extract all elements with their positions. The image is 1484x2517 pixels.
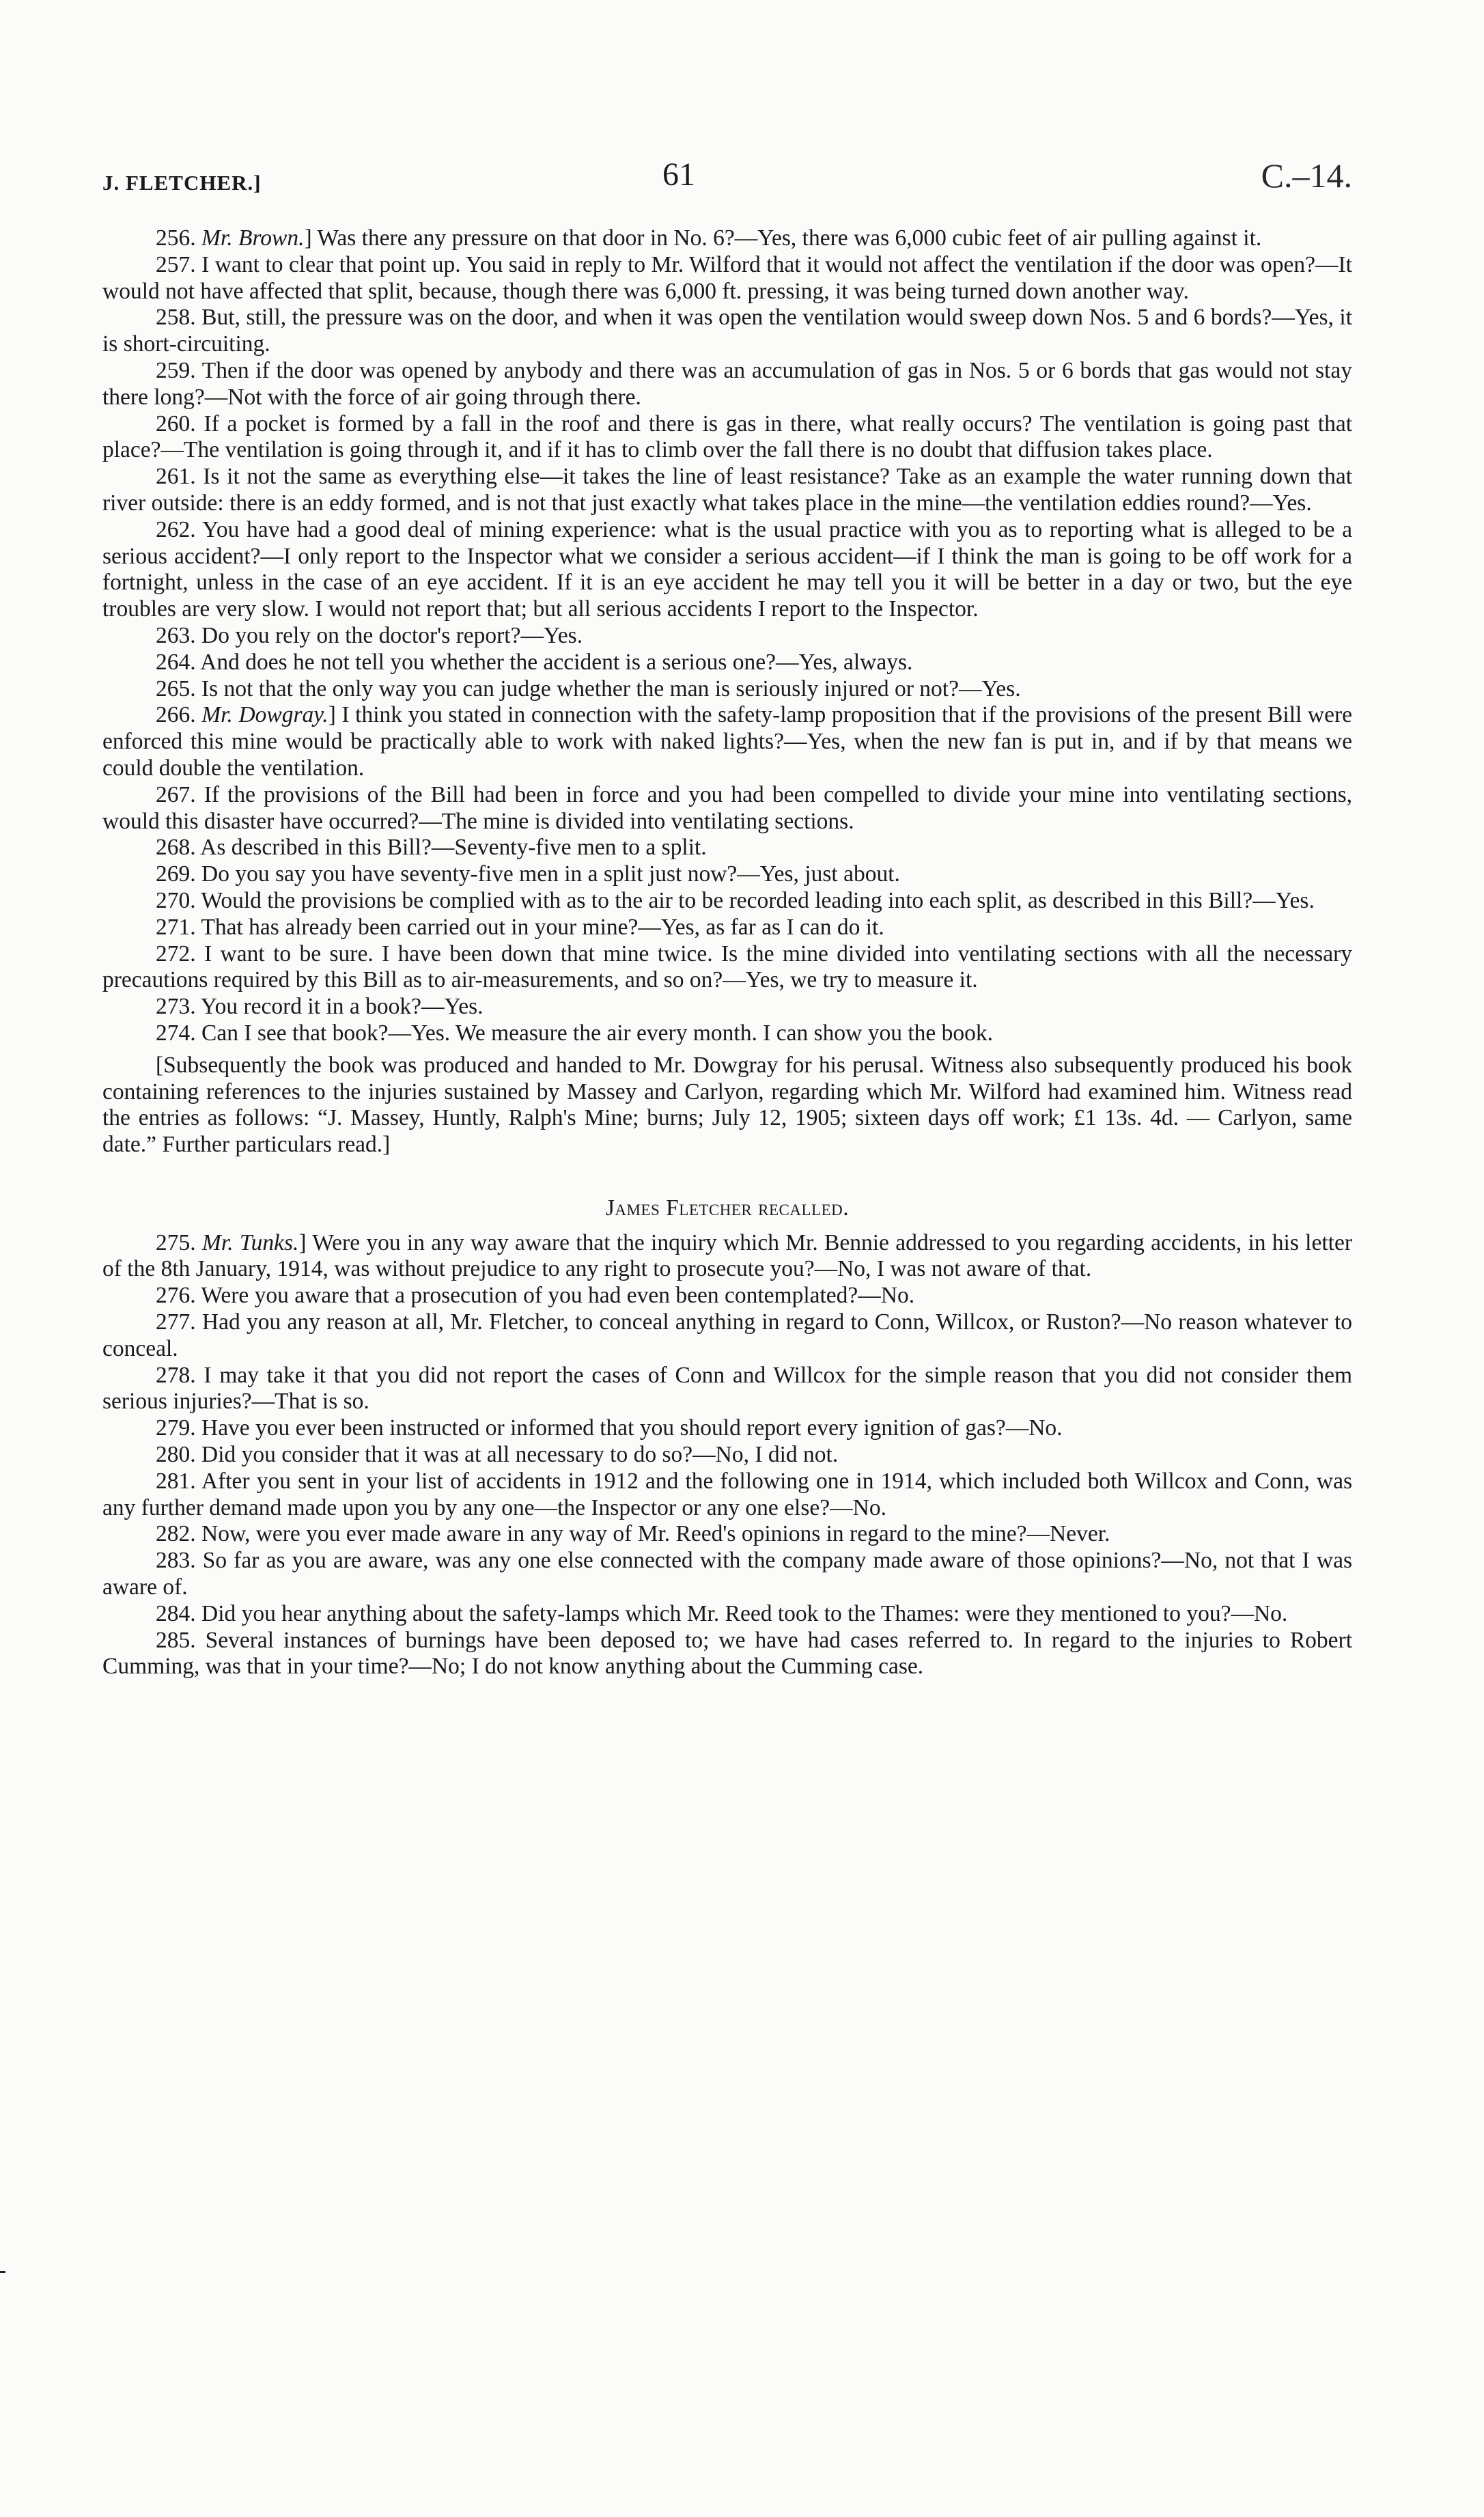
question-paragraph (102, 915, 1352, 941)
question-paragraph (102, 1230, 1352, 1283)
question-text: You have had a good deal of mining experience: what is the usual practice with you as to reporting what is alleged to be a serious accident?—I only report to the Inspector what we consider a serious accident—if I think the man is going to be off work for a fortnight, unless in the case of an eye accident. If it is an eye accident he may tell you it will be better in a day or two, but the eye troubles are very slow. I would not report that; but all serious accidents I report to the Inspector. (102, 516, 1352, 622)
question-text: Did you hear anything about the safety-lamps which Mr. Reed took to the Thames: were they mentioned to you?—No. (201, 1600, 1288, 1626)
bracketed-note: [Subsequently the book was produced and handed to Mr. Dowgray for his perusal. Witness also subsequently produced his book containing references to the injuries sustained by Massey and Carlyon, regarding which Mr. Wilford had examined him. Witness read the entries as follows: “J. Massey, Huntly, Ralph's Mine; burns; July 12, 1905; sixteen days off work; £1 13s. 4d. — Carlyon, same date.” Further particulars read.] (102, 1052, 1352, 1158)
question-paragraph (102, 358, 1352, 411)
page-body (102, 225, 1352, 1680)
question-text: If the provisions of the Bill had been in force and you had been compelled to divide your mine into ventilating sections, would this disaster have occurred?—The mine is divided into ventilating sections. (102, 781, 1352, 834)
speaker-name: Mr. Dowgray. (201, 702, 328, 728)
question-paragraph (102, 1020, 1352, 1047)
page-header (102, 156, 1352, 210)
question-number: 278. (156, 1362, 196, 1388)
question-text: I may take it that you did not report the cases of Conn and Willcox for the simple reason that you did not consider them serious injuries?—That is so. (102, 1362, 1352, 1415)
question-paragraph (102, 782, 1352, 835)
question-paragraph (102, 888, 1352, 915)
speaker-name: Mr. Tunks. (201, 1229, 299, 1255)
questions-block-2 (102, 1230, 1352, 1681)
question-text: As described in this Bill?—Seventy-five men to a split. (200, 835, 707, 861)
question-text: I want to be sure. I have been down that mine twice. Is the mine divided into ventilating sections with all the necessary precautions required by this Bill as to air-measurements, and so on?—Yes, we try to measure it. (102, 941, 1352, 993)
question-number: 277. (156, 1309, 196, 1335)
question-text: Do you rely on the doctor's report?—Yes. (201, 622, 583, 648)
question-number: 257. (156, 251, 196, 277)
question-paragraph (102, 1363, 1352, 1416)
question-text: Several instances of burnings have been deposed to; we have had cases referred to. In regard to the injuries to Robert Cumming, was that in your time?—No; I do not know anything about the Cumming case. (102, 1627, 1353, 1680)
question-number: 267. (156, 781, 196, 807)
question-text: Had you any reason at all, Mr. Fletcher, to conceal anything in regard to Conn, Willcox, or Ruston?—No reason whatever to conceal. (102, 1309, 1353, 1361)
question-paragraph (102, 1415, 1352, 1442)
question-paragraph (102, 861, 1352, 888)
speaker-bracket: ] (304, 225, 312, 251)
question-number: 282. (156, 1521, 196, 1547)
question-text: If a pocket is formed by a fall in the roof and there is gas in there, what really occurs? The ventilation is going past that place?—The ventilation is going through it, and if it has to climb over the fall there is no doubt that diffusion takes place. (102, 411, 1353, 463)
question-number: 261. (156, 464, 196, 490)
question-number: 266. (156, 702, 196, 728)
question-text: That has already been carried out in your mine?—Yes, as far as I can do it. (201, 914, 884, 940)
question-paragraph (102, 1601, 1352, 1628)
question-number: 279. (156, 1415, 196, 1441)
question-text: Was there any pressure on that door in No. 6?—Yes, there was 6,000 cubic feet of air pulling against it. (311, 225, 1262, 251)
question-number: 258. (156, 305, 196, 331)
question-number: 271. (156, 914, 196, 940)
question-number: 272. (156, 941, 196, 967)
speaker-name: Mr. Brown. (201, 225, 305, 251)
question-number: 273. (156, 994, 196, 1020)
section-title: James Fletcher recalled. (605, 1195, 850, 1221)
question-paragraph (102, 1628, 1352, 1681)
question-paragraph (102, 1548, 1352, 1601)
question-text: I think you stated in connection with the safety-lamp proposition that if the provisions of the present Bill were enforced this mine would be practically able to work with naked lights?—Yes, when the new fan is put in, and if by that means we could double the ventilation. (102, 702, 1353, 781)
question-paragraph (102, 941, 1352, 995)
question-number: 265. (156, 676, 196, 701)
question-number: 283. (156, 1548, 196, 1574)
question-text: Then if the door was opened by anybody and there was an accumulation of gas in Nos. 5 or 6 bords that gas would not stay there long?—Not with the force of air going through there. (102, 357, 1352, 410)
question-paragraph (102, 517, 1352, 623)
question-text: Now, were you ever made aware in any way of Mr. Reed's opinions in regard to the mine?—Never. (201, 1521, 1110, 1547)
question-number: 275. (156, 1229, 196, 1255)
question-number: 269. (156, 861, 196, 887)
question-text: But, still, the pressure was on the door, and when it was open the ventilation would sweep down Nos. 5 and 6 bords?—Yes, it is short-circuiting. (102, 305, 1353, 357)
question-number: 270. (156, 887, 196, 913)
question-paragraph (102, 464, 1352, 517)
question-text: Is it not the same as everything else—it takes the line of least resistance? Take as an example the water running down that river outside: there is an eddy formed, and is not that just exactly what takes place in the mine—the ventilation eddies round?—Yes. (102, 464, 1353, 516)
question-text: Did you consider that it was at all necessary to do so?—No, I did not. (201, 1442, 839, 1468)
question-paragraph (102, 1469, 1352, 1522)
question-number: 268. (156, 835, 196, 861)
header-witness-name: J. FLETCHER.] (102, 171, 262, 195)
question-text: Have you ever been instructed or informed that you should report every ignition of gas?—No. (201, 1415, 1063, 1441)
question-paragraph (102, 411, 1352, 464)
question-number: 280. (156, 1442, 196, 1468)
question-number: 260. (156, 411, 196, 436)
question-paragraph (102, 305, 1352, 358)
question-text: So far as you are aware, was any one else connected with the company made aware of those opinions?—No, not that I was aware of. (102, 1548, 1352, 1600)
question-paragraph (102, 835, 1352, 861)
question-text: After you sent in your list of accidents in 1912 and the following one in 1914, which included both Willcox and Conn, was any further demand made upon you by any one—the Inspector or any one else?—No. (102, 1468, 1353, 1520)
question-number: 256. (156, 225, 196, 251)
question-paragraph (102, 623, 1352, 650)
question-paragraph (102, 1283, 1352, 1309)
question-number: 264. (156, 649, 196, 675)
question-paragraph (102, 1442, 1352, 1469)
question-number: 263. (156, 622, 196, 648)
question-text: Were you aware that a prosecution of you had even been contemplated?—No. (201, 1283, 915, 1309)
question-paragraph (102, 225, 1352, 252)
question-text: You record it in a book?—Yes. (200, 994, 484, 1020)
question-text: Do you say you have seventy-five men in a split just now?—Yes, just about. (201, 861, 900, 887)
question-number: 285. (156, 1627, 196, 1653)
questions-block-1 (102, 225, 1352, 1047)
question-number: 276. (156, 1283, 196, 1309)
question-paragraph (102, 994, 1352, 1020)
question-paragraph (102, 702, 1352, 781)
question-number: 259. (156, 357, 196, 383)
paper-reference: C.–14. (1261, 156, 1352, 195)
speaker-bracket: ] (328, 702, 336, 728)
question-text: I want to clear that point up. You said in reply to Mr. Wilford that it would not affect the ventilation if the door was open?—It would not have affected that split, because, though there was 6,000 ft. pressing, it was being turned down another way. (102, 251, 1352, 304)
question-text: Were you in any way aware that the inquiry which Mr. Bennie addressed to you regarding accidents, in his letter of the 8th January, 1914, was without prejudice to any right to prosecute you?—No, I was not aware of that. (102, 1229, 1353, 1282)
question-number: 262. (156, 516, 196, 542)
page-number: 61 (662, 156, 695, 193)
question-text: Can I see that book?—Yes. We measure the air every month. I can show you the book. (201, 1020, 993, 1046)
question-paragraph (102, 252, 1352, 305)
question-number: 284. (156, 1600, 196, 1626)
question-paragraph (102, 650, 1352, 676)
margin-mark (0, 2271, 5, 2273)
question-text: Is not that the only way you can judge whether the man is seriously injured or not?—Yes. (201, 676, 1021, 701)
question-number: 274. (156, 1020, 196, 1046)
question-paragraph (102, 1521, 1352, 1548)
question-paragraph (102, 1309, 1352, 1363)
question-text: And does he not tell you whether the accident is a serious one?—Yes, always. (200, 649, 913, 675)
question-text: Would the provisions be complied with as to the air to be recorded leading into each split, as described in this Bill?—Yes. (201, 887, 1315, 913)
question-number: 281. (156, 1468, 196, 1494)
question-paragraph (102, 676, 1352, 703)
speaker-bracket: ] (298, 1229, 307, 1255)
